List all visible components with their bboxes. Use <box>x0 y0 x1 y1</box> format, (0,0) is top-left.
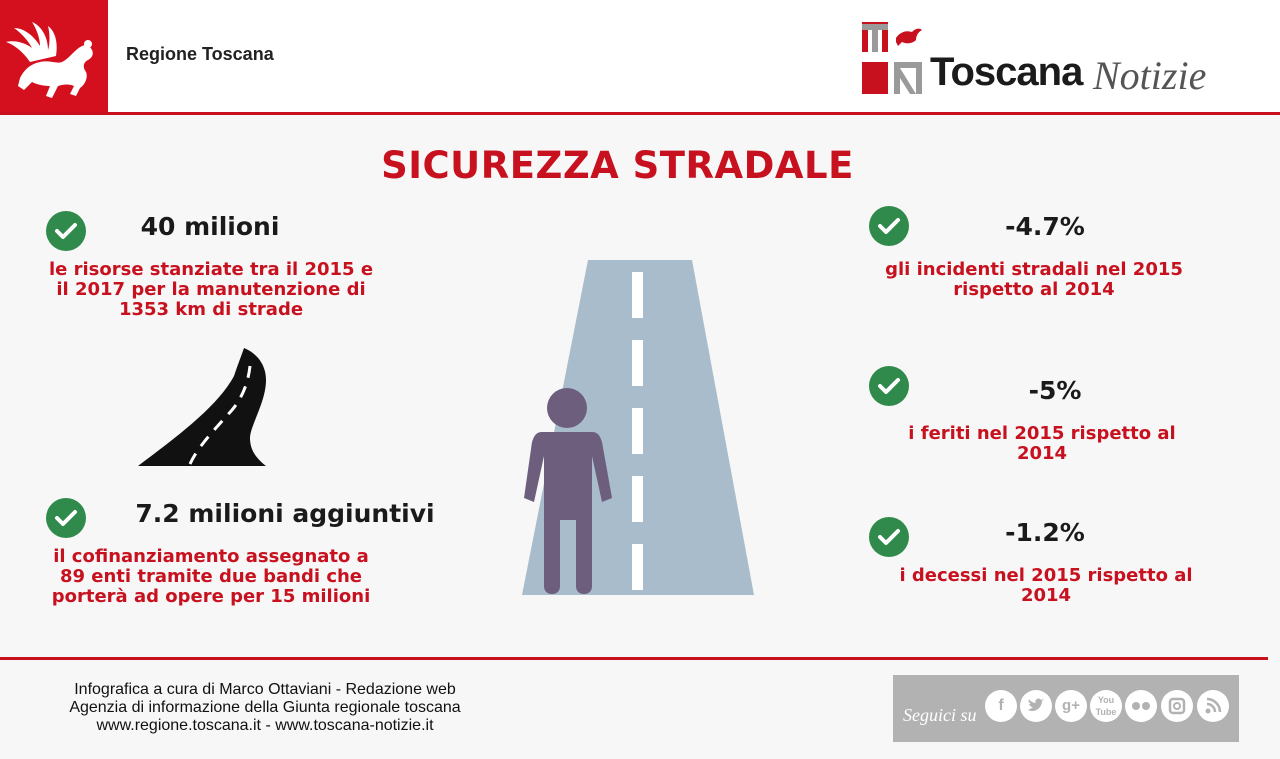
check-icon <box>46 498 86 538</box>
social-bar <box>893 675 1239 742</box>
regione-toscana-logo[interactable] <box>0 0 108 112</box>
header-divider <box>0 112 1280 115</box>
rss-icon[interactable] <box>1197 690 1229 722</box>
stat-description: il cofinanziamento assegnato a 89 enti tramite due bandi che porterà ad opere per 15 milioni <box>51 546 371 607</box>
brand-name: Toscana <box>930 50 1083 94</box>
follow-label: Seguici su <box>903 705 977 725</box>
stat-value: 40 milioni <box>140 212 280 241</box>
check-icon <box>46 211 86 251</box>
road-curve-icon <box>138 346 270 468</box>
footer-links-line[interactable]: www.regione.toscana.it - www.toscana-notizie.it <box>96 717 434 734</box>
facebook-icon[interactable]: f <box>985 690 1017 722</box>
stat-description: gli incidenti stradali nel 2015 rispetto al 2014 <box>885 259 1183 300</box>
pegasus-icon <box>0 0 108 112</box>
youtube-icon[interactable]: You Tube <box>1090 690 1122 722</box>
stat-description: i decessi nel 2015 rispetto al 2014 <box>899 565 1193 606</box>
stat-description: i feriti nel 2015 rispetto al 2014 <box>908 423 1176 464</box>
google-plus-icon[interactable]: g+ <box>1055 690 1087 722</box>
flickr-icon[interactable] <box>1125 690 1157 722</box>
twitter-icon[interactable] <box>1020 690 1052 722</box>
stat-value: -5% <box>1028 376 1082 405</box>
region-name: Regione Toscana <box>126 44 274 64</box>
check-icon <box>869 517 909 557</box>
stat-description: le risorse stanziate tra il 2015 e il 2017 per la manutenzione di 1353 km di strade <box>48 259 374 320</box>
road-illustration <box>520 258 758 598</box>
stat-value: -1.2% <box>1005 518 1085 547</box>
footer-agency-line: Agenzia di informazione della Giunta regionale toscana <box>69 699 461 716</box>
instagram-icon[interactable] <box>1161 690 1193 722</box>
footer-credits <box>20 681 510 735</box>
stat-value: -4.7% <box>1005 212 1085 241</box>
footer-credit-line: Infografica a cura di Marco Ottaviani - Redazione web <box>74 681 456 698</box>
stat-value: 7.2 milioni aggiuntivi <box>135 499 435 528</box>
toscana-notizie-logo-icon <box>862 22 922 94</box>
brand-suffix: Notizie <box>1093 53 1207 98</box>
footer-divider <box>0 657 1268 660</box>
page-title: SICUREZZA STRADALE <box>381 144 854 187</box>
check-icon <box>869 366 909 406</box>
check-icon <box>869 206 909 246</box>
